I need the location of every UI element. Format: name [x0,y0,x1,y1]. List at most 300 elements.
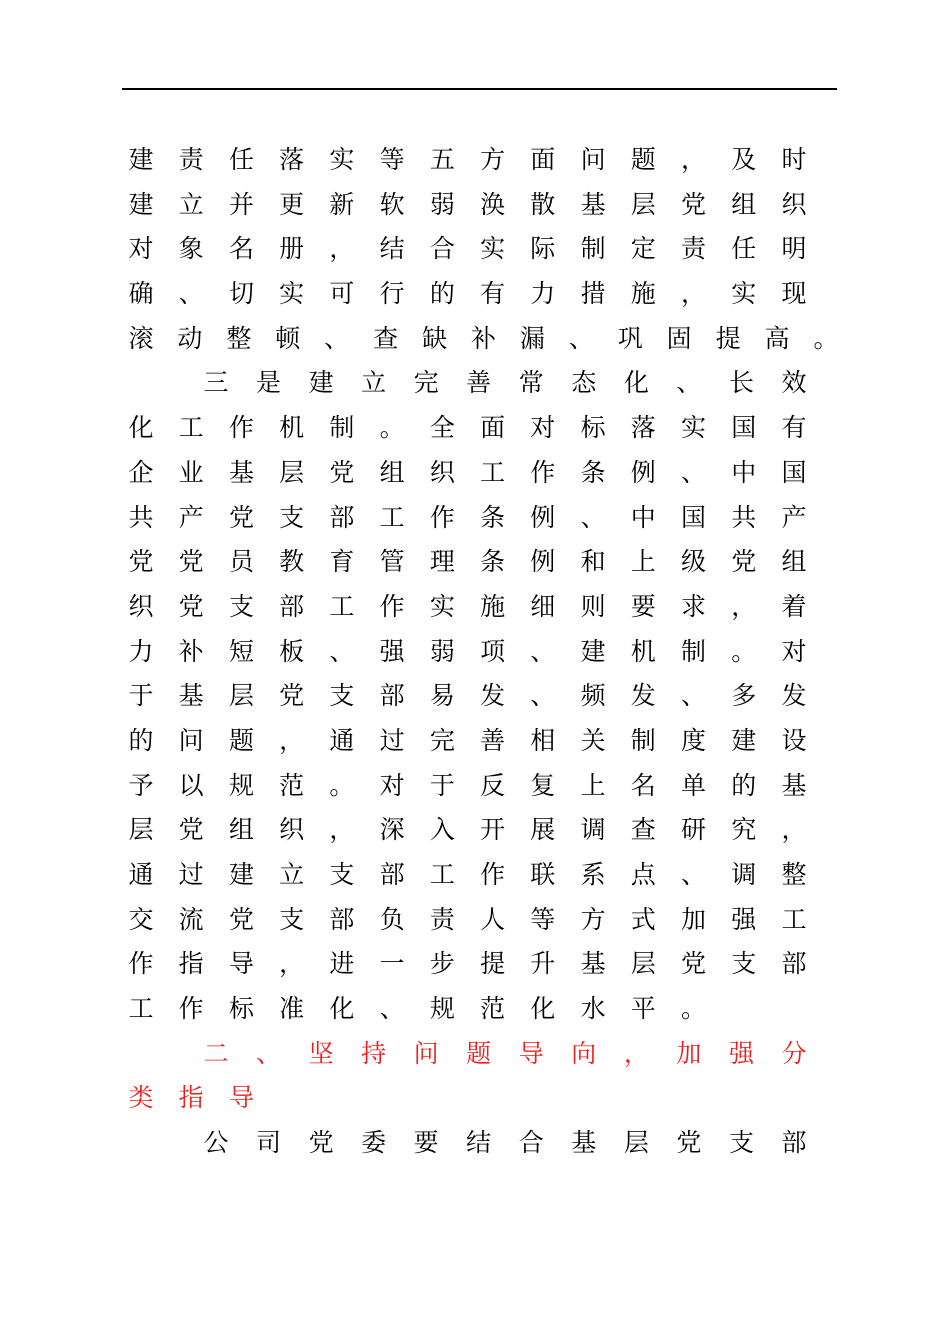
text-glyph: 基 [580,189,606,219]
text-glyph: 是 [255,368,281,398]
text-glyph: 织 [128,591,154,621]
text-glyph: 要 [413,1128,439,1158]
text-glyph: 合 [429,234,455,264]
text-glyph: 责 [178,145,204,174]
header-rule [122,88,837,90]
paragraph-line [0,496,950,541]
text-glyph: 细 [530,591,556,621]
text-glyph: 有 [480,279,506,309]
text-glyph: 党 [676,1128,702,1158]
text-glyph: 实 [279,279,305,309]
text-glyph: 、 [379,994,405,1024]
text-glyph: 育 [329,547,355,577]
text-glyph: 合 [518,1128,544,1158]
section-heading-line [0,1076,950,1121]
text-glyph: 方 [480,145,506,174]
paragraph-line [0,272,950,317]
text-glyph: 作 [128,949,154,979]
text-glyph: 动 [177,323,203,353]
text-glyph: 散 [530,189,556,219]
text-glyph: 整 [781,860,807,889]
text-glyph: 作 [228,413,254,443]
text-glyph: 明 [781,234,807,264]
text-glyph: 部 [379,681,405,711]
text-glyph: 层 [128,815,154,845]
paragraph-line [0,317,950,362]
text-glyph: 有 [781,413,807,443]
text-glyph: 。 [813,323,839,353]
text-glyph: 常 [518,368,544,398]
text-glyph: 发 [480,681,506,711]
text-glyph: 党 [178,815,204,845]
text-glyph: 负 [379,904,405,934]
text-glyph: 上 [580,770,606,800]
text-glyph: 建 [128,189,154,219]
text-glyph: 织 [429,457,455,487]
text-glyph: ， [623,1038,649,1068]
text-glyph: 相 [530,725,556,755]
text-glyph: 效 [781,368,807,398]
text-glyph: 全 [429,413,455,443]
text-glyph: 。 [680,994,706,1024]
text-glyph: 施 [480,591,506,621]
text-glyph: 党 [178,591,204,621]
text-glyph: 确 [128,279,154,309]
text-glyph: 工 [480,457,506,487]
text-glyph: 及 [731,145,757,174]
text-glyph: 作 [530,457,556,487]
text-glyph: 结 [466,1128,492,1158]
text-glyph: 滚 [128,323,154,353]
paragraph-line [0,764,950,809]
text-glyph: 作 [379,591,405,621]
text-glyph: 人 [480,904,506,934]
text-glyph: 加 [680,904,706,934]
text-glyph: 范 [480,994,506,1024]
text-glyph: 行 [379,279,405,309]
text-glyph: 对 [530,413,556,443]
text-glyph: 类 [128,1083,154,1113]
text-glyph: 部 [781,1128,807,1158]
paragraph-line [0,1121,950,1166]
text-glyph: 平 [630,994,656,1024]
text-glyph: 例 [530,502,556,532]
text-glyph: 党 [228,904,254,934]
text-glyph: 党 [128,547,154,577]
paragraph-line [0,853,950,898]
text-glyph: 层 [279,457,305,487]
text-glyph: 标 [580,413,606,443]
text-glyph: 问 [413,1038,439,1068]
text-glyph: 过 [379,725,405,755]
text-glyph: 部 [781,949,807,979]
text-glyph: 建 [128,145,154,174]
text-glyph: 建 [580,636,606,666]
text-glyph: 究 [731,815,757,845]
text-glyph: 一 [379,949,405,979]
text-glyph: 业 [178,457,204,487]
text-glyph: 完 [413,368,439,398]
text-glyph: 标 [228,994,254,1024]
text-glyph: 条 [480,502,506,532]
text-glyph: 持 [361,1038,387,1068]
text-glyph: 教 [279,547,305,577]
text-glyph: 五 [429,145,455,174]
text-glyph: 补 [470,323,496,353]
text-glyph: 落 [279,145,305,174]
text-glyph: ， [329,234,355,264]
text-glyph: 支 [279,502,305,532]
text-glyph: 制 [630,725,656,755]
text-glyph: 力 [530,279,556,309]
text-glyph: 员 [228,547,254,577]
text-glyph: 力 [128,636,154,666]
text-glyph: 现 [781,279,807,309]
text-glyph: 例 [530,547,556,577]
text-glyph: 系 [580,860,606,889]
text-glyph: 弱 [429,636,455,666]
text-glyph: ， [329,815,355,845]
text-glyph: 等 [530,904,556,934]
text-glyph: 理 [429,547,455,577]
text-glyph: 条 [480,547,506,577]
text-glyph: 于 [429,770,455,800]
text-glyph: 作 [178,994,204,1024]
text-glyph: 易 [429,681,455,711]
text-glyph: 方 [580,904,606,934]
text-glyph: 可 [329,279,355,309]
text-glyph: 条 [580,457,606,487]
text-glyph: 、 [324,323,350,353]
text-glyph: 、 [178,279,204,309]
text-glyph: 共 [731,502,757,532]
text-glyph: 态 [571,368,597,398]
text-glyph: 部 [329,502,355,532]
text-glyph: 党 [329,457,355,487]
text-glyph: 对 [379,770,405,800]
text-glyph: 巩 [617,323,643,353]
text-glyph: 涣 [480,189,506,219]
text-glyph: 求 [680,591,706,621]
text-glyph: 委 [361,1128,387,1158]
text-glyph: 善 [480,725,506,755]
text-glyph: 实 [680,413,706,443]
text-glyph: 党 [279,681,305,711]
section-heading-line [0,1032,950,1077]
text-glyph: 导 [518,1038,544,1068]
paragraph-line [0,183,950,228]
text-glyph: 长 [728,368,754,398]
text-glyph: 入 [429,815,455,845]
text-glyph: 际 [530,234,556,264]
text-glyph: 发 [781,681,807,711]
text-glyph: 实 [731,279,757,309]
text-glyph: ， [680,279,706,309]
text-glyph: 层 [623,1128,649,1158]
paragraph-line [0,719,950,764]
text-glyph: 切 [228,279,254,309]
text-glyph: 象 [178,234,204,264]
text-glyph: 规 [429,994,455,1024]
text-glyph: 工 [128,994,154,1024]
text-glyph: 基 [571,1128,597,1158]
text-glyph: 措 [580,279,606,309]
document-body [0,138,950,1166]
text-glyph: 任 [731,234,757,264]
text-glyph: 于 [128,681,154,711]
text-glyph: 通 [128,860,154,889]
text-glyph: 升 [530,949,556,979]
text-glyph: 落 [630,413,656,443]
text-glyph: 织 [279,815,305,845]
text-glyph: 立 [361,368,387,398]
text-glyph: 要 [630,591,656,621]
text-glyph: 顿 [275,323,301,353]
text-glyph: 并 [228,189,254,219]
text-glyph: 二 [203,1038,229,1068]
text-glyph: 、 [680,457,706,487]
text-glyph: 题 [630,145,656,174]
text-glyph: 通 [329,725,355,755]
text-glyph: 级 [680,547,706,577]
text-glyph: 更 [279,189,305,219]
paragraph-line [0,987,950,1032]
text-glyph: 导 [228,949,254,979]
text-glyph: 和 [580,547,606,577]
text-glyph: 导 [228,1083,254,1113]
text-glyph: 关 [580,725,606,755]
text-glyph: 党 [680,189,706,219]
text-glyph: 实 [329,145,355,174]
text-glyph: 化 [530,994,556,1024]
text-glyph: 漏 [519,323,545,353]
text-glyph: 实 [429,591,455,621]
paragraph-line [0,406,950,451]
text-glyph: 进 [329,949,355,979]
text-glyph: 的 [731,770,757,800]
text-glyph: 化 [329,994,355,1024]
text-glyph: 支 [728,1128,754,1158]
text-glyph: ， [279,725,305,755]
text-glyph: 制 [680,636,706,666]
text-glyph: 度 [680,725,706,755]
text-glyph: 、 [329,636,355,666]
text-glyph: 强 [731,904,757,934]
text-glyph: 面 [530,145,556,174]
text-glyph: 的 [128,725,154,755]
text-glyph: 指 [178,949,204,979]
text-glyph: 则 [580,591,606,621]
text-glyph: 工 [178,413,204,443]
paragraph-line [0,942,950,987]
text-glyph: 册 [279,234,305,264]
text-glyph: 弱 [429,189,455,219]
text-glyph: 问 [178,725,204,755]
text-glyph: 交 [128,904,154,934]
text-glyph: 固 [666,323,692,353]
paragraph-line [0,138,950,183]
text-glyph: 向 [571,1038,597,1068]
text-glyph: 组 [228,815,254,845]
text-glyph: 频 [580,681,606,711]
text-glyph: 施 [630,279,656,309]
text-glyph: 强 [728,1038,754,1068]
text-glyph: 单 [680,770,706,800]
text-glyph: 国 [731,413,757,443]
text-glyph: 反 [480,770,506,800]
paragraph-line [0,451,950,496]
text-glyph: 对 [128,234,154,264]
text-glyph: 化 [623,368,649,398]
text-glyph: 企 [128,457,154,487]
text-glyph: 党 [731,547,757,577]
text-glyph: 予 [128,770,154,800]
text-glyph: 党 [178,547,204,577]
text-glyph: 责 [429,904,455,934]
text-glyph: 的 [429,279,455,309]
text-glyph: 深 [379,815,405,845]
text-glyph: 基 [781,770,807,800]
text-glyph: 展 [530,815,556,845]
text-glyph: 设 [781,725,807,755]
text-glyph: 名 [630,770,656,800]
text-glyph: 式 [630,904,656,934]
text-glyph: 部 [379,860,405,889]
text-glyph: 组 [379,457,405,487]
text-glyph: 实 [480,234,506,264]
text-glyph: 基 [178,681,204,711]
text-glyph: 国 [781,457,807,487]
text-glyph: 支 [329,681,355,711]
text-glyph: 化 [128,413,154,443]
paragraph-line [0,630,950,675]
text-glyph: 着 [781,591,807,621]
text-glyph: 调 [731,860,757,889]
text-glyph: 、 [680,860,706,889]
text-glyph: 管 [379,547,405,577]
text-glyph: 机 [279,413,305,443]
text-glyph: 支 [329,860,355,889]
text-glyph: 。 [329,770,355,800]
text-glyph: 研 [680,815,706,845]
text-glyph: 分 [781,1038,807,1068]
text-glyph: 例 [630,457,656,487]
text-glyph: 、 [255,1038,281,1068]
text-glyph: 部 [279,591,305,621]
text-glyph: 司 [255,1128,281,1158]
text-glyph: 责 [680,234,706,264]
text-glyph: 结 [379,234,405,264]
text-glyph: 机 [630,636,656,666]
text-glyph: 提 [480,949,506,979]
text-glyph: 国 [680,502,706,532]
text-glyph: 组 [731,189,757,219]
text-glyph: 强 [379,636,405,666]
text-glyph: 指 [178,1083,204,1113]
text-glyph: 缺 [422,323,448,353]
text-glyph: 工 [379,502,405,532]
text-glyph: ， [279,949,305,979]
text-glyph: 工 [429,860,455,889]
text-glyph: 高 [764,323,790,353]
text-glyph: 建 [308,368,334,398]
text-glyph: 善 [466,368,492,398]
paragraph-line [0,585,950,630]
text-glyph: 中 [731,457,757,487]
text-glyph: 支 [279,904,305,934]
text-glyph: 准 [279,994,305,1024]
text-glyph: 、 [568,323,594,353]
text-glyph: 公 [203,1128,229,1158]
text-glyph: 查 [630,815,656,845]
text-glyph: 工 [781,904,807,934]
text-glyph: 党 [228,502,254,532]
text-glyph: 制 [580,234,606,264]
text-glyph: 中 [630,502,656,532]
text-glyph: 开 [480,815,506,845]
text-glyph: 过 [178,860,204,889]
text-glyph: 、 [530,636,556,666]
text-glyph: 支 [731,949,757,979]
text-glyph: 整 [226,323,252,353]
text-glyph: 。 [379,413,405,443]
text-glyph: ， [731,591,757,621]
text-glyph: 党 [680,949,706,979]
text-glyph: 对 [781,636,807,666]
text-glyph: 问 [580,145,606,174]
text-glyph: 建 [228,860,254,889]
text-glyph: 水 [580,994,606,1024]
text-glyph: 、 [530,681,556,711]
paragraph-line [0,898,950,943]
text-glyph: 任 [228,145,254,174]
text-glyph: 名 [228,234,254,264]
text-glyph: 产 [178,502,204,532]
paragraph-line [0,361,950,406]
text-glyph: 三 [203,368,229,398]
text-glyph: 调 [580,815,606,845]
paragraph-line [0,227,950,272]
text-glyph: 支 [228,591,254,621]
text-glyph: 制 [329,413,355,443]
text-glyph: 、 [580,502,606,532]
text-glyph: 产 [781,502,807,532]
text-glyph: 联 [530,860,556,889]
text-glyph: 复 [530,770,556,800]
text-glyph: 步 [429,949,455,979]
text-glyph: 等 [379,145,405,174]
text-glyph: 完 [429,725,455,755]
text-glyph: 题 [228,725,254,755]
text-glyph: 共 [128,502,154,532]
text-glyph: 范 [279,770,305,800]
text-glyph: 层 [630,189,656,219]
text-glyph: 短 [228,636,254,666]
text-glyph: 流 [178,904,204,934]
text-glyph: 工 [329,591,355,621]
text-glyph: 、 [680,681,706,711]
text-glyph: 层 [630,949,656,979]
text-glyph: 上 [630,547,656,577]
text-glyph: 以 [178,770,204,800]
text-glyph: 作 [480,860,506,889]
text-glyph: 项 [480,636,506,666]
text-glyph: 时 [781,145,807,174]
text-glyph: 补 [178,636,204,666]
text-glyph: 层 [228,681,254,711]
text-glyph: 党 [308,1128,334,1158]
text-glyph: ， [680,145,706,174]
